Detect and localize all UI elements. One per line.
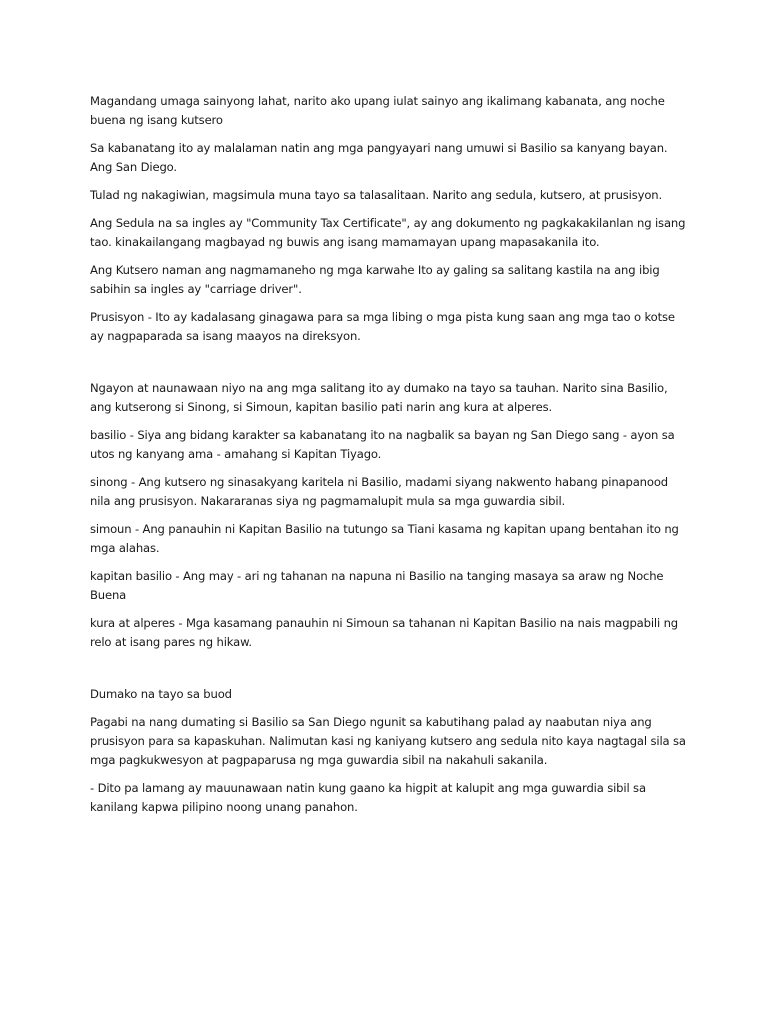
paragraph-talasalitaan: Tulad ng nakagiwian, magsimula muna tayo sa talasalitaan. Narito ang sedula, kutsero, at prusisyon.: [90, 188, 663, 202]
paragraph-buod-heading: Dumako na tayo sa buod: [90, 687, 232, 701]
paragraph-conclusion: - Dito pa lamang ay mauunawaan natin kung gaano ka higpit at kalupit ang mga guwardia sibil sa kanilang kapwa pilipino noong unang panahon.: [90, 781, 646, 814]
paragraph-sinong: sinong - Ang kutsero ng sinasakyang karitela ni Basilio, madami siyang nakwento habang pinapanood nila ang prusisyon. Nakararanas siya ng pagmamalupit mula sa mga guwardia sibil.: [90, 475, 668, 508]
section-spacer: [90, 661, 688, 685]
paragraph-tauhan-intro: Ngayon at naunawaan niyo na ang mga salitang ito ay dumako na tayo sa tauhan. Narito sina Basilio, ang kutserong si Sinong, si Simoun, kapitan basilio pati narin ang kura at alperes.: [90, 381, 668, 414]
paragraph-basilio: basilio - Siya ang bidang karakter sa kabanatang ito na nagbalik sa bayan ng San Diego sang - ayon sa utos ng kanyang ama - amahang si Kapitan Tiyago.: [90, 428, 675, 461]
paragraph-simoun: simoun - Ang panauhin ni Kapitan Basilio na tutungo sa Tiani kasama ng kapitan upang bentahan ito ng mga alahas.: [90, 522, 679, 555]
paragraph-prusisyon: Prusisyon - Ito ay kadalasang ginagawa para sa mga libing o mga pista kung saan ang mga tao o kotse ay nagpaparada sa isang maayos na direksyon.: [90, 310, 675, 343]
paragraph-kura-alperes: kura at alperes - Mga kasamang panauhin ni Simoun sa tahanan ni Kapitan Basilio na nais magpabili ng relo at isang pares ng hikaw.: [90, 616, 678, 649]
paragraph-kapitan-basilio: kapitan basilio - Ang may - ari ng tahanan na napuna ni Basilio na tanging masaya sa araw ng Noche Buena: [90, 569, 664, 602]
document-body: [90, 92, 688, 826]
section-spacer: [90, 355, 688, 379]
paragraph-kutsero: Ang Kutsero naman ang nagmamaneho ng mga karwahe Ito ay galing sa salitang kastila na ang ibig sabihin sa ingles ay "carriage driver".: [90, 263, 660, 296]
paragraph-greeting: Magandang umaga sainyong lahat, narito ako upang iulat sainyo ang ikalimang kabanata, ang noche buena ng isang kutsero: [90, 94, 665, 127]
paragraph-intro: Sa kabanatang ito ay malalaman natin ang mga pangyayari nang umuwi si Basilio sa kanyang bayan. Ang San Diego.: [90, 141, 668, 174]
paragraph-sedula: Ang Sedula na sa ingles ay "Community Tax Certificate", ay ang dokumento ng pagkakakilanlan ng isang tao. kinakailangang magbayad ng buwis ang isang mamamayan upang mapasakanila ito.: [90, 216, 686, 249]
paragraph-buod: Pagabi na nang dumating si Basilio sa San Diego ngunit sa kabutihang palad ay naabutan niya ang prusisyon para sa kapaskuhan. Nalimutan kasi ng kaniyang kutsero ang sedula nito kaya nagtagal sila sa mga pagkukwesyon at pagpaparusa ng mga guwardia sibil na nakahuli sakanila.: [90, 715, 686, 767]
